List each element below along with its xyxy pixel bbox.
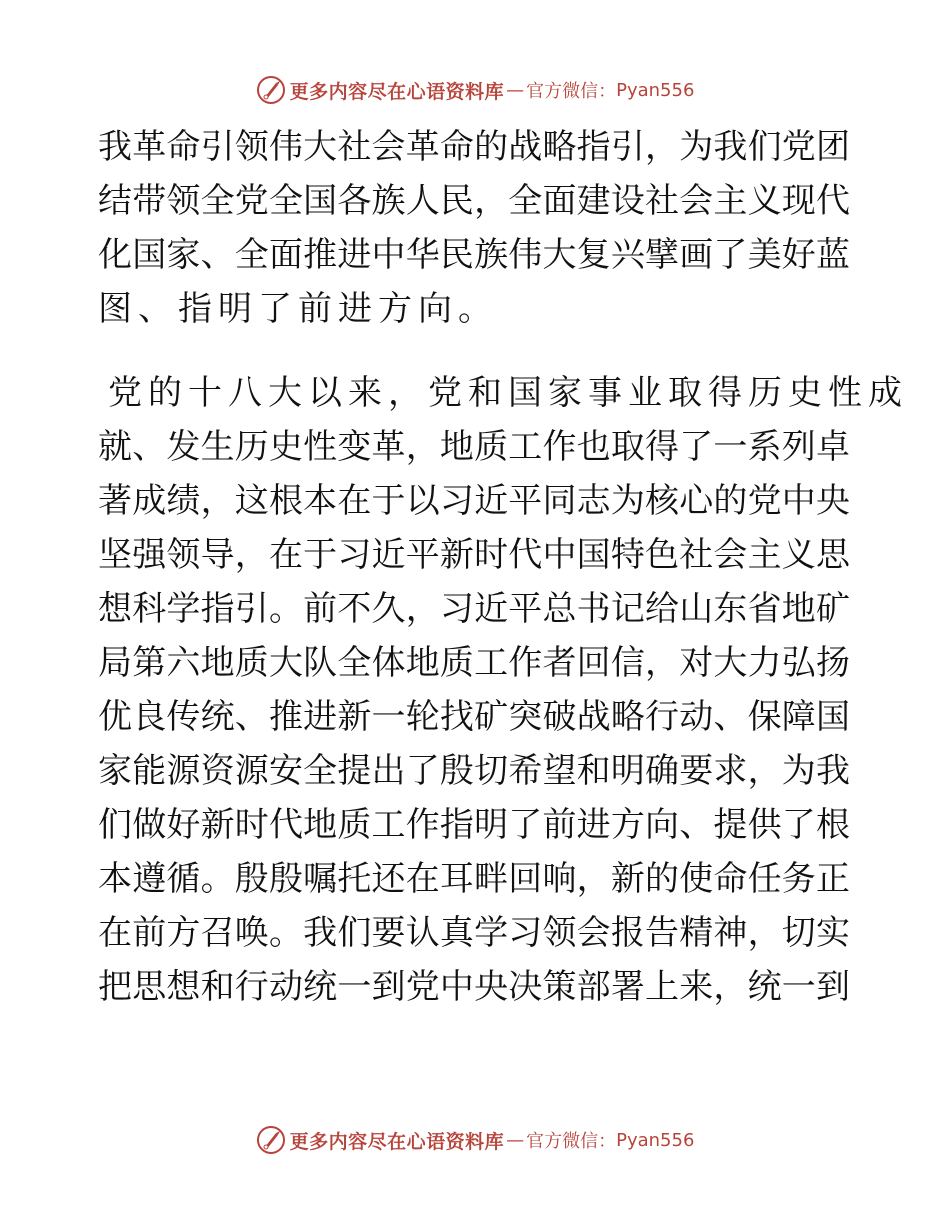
text-line: 化 国 家 、 全 面 推 进 中 华 民 族 伟 大 复 兴 擘 画 了 美 好 蓝 [98,235,850,275]
text-line: 就 、 发 生 历 史 性 变 革 ， 地 质 工 作 也 取 得 了 一 系 列 卓 [98,427,850,467]
text-line: 优 良 传 统 、 推 进 新 一 轮 找 矿 突 破 战 略 行 动 、 保 障 国 [98,697,850,737]
banner-text: 更多内容尽在心语资料库 [289,80,505,103]
banner-text: 更多内容尽在心语资料库 [289,1130,505,1153]
feather-pen-logo-icon [256,75,286,105]
text-line: 坚 强 领 导 ， 在 于 习 近 平 新 时 代 中 国 特 色 社 会 主 义 思 [98,535,850,575]
banner-wechat-id: Pyan556 [616,1129,695,1151]
text-line: 图、指明了前进方向。 [98,289,498,329]
banner-wechat-label: 官方微信： [526,81,617,102]
text-line: 党的十八大以来，党和国家事业取得历史性成 [108,373,908,413]
paragraph-2 [98,366,908,1014]
text-line: 本 遵 循 。 殷 殷 嘱 托 还 在 耳 畔 回 响 ， 新 的 使 命 任 务 正 [98,859,850,899]
document-body [98,120,908,1014]
text-line: 们 做 好 新 时 代 地 质 工 作 指 明 了 前 进 方 向 、 提 供 了 根 [98,805,850,845]
banner-wechat-id: Pyan556 [616,79,695,101]
banner-wechat-label: 官方微信： [526,1131,617,1152]
text-line: 结 带 领 全 党 全 国 各 族 人 民 ， 全 面 建 设 社 会 主 义 现 代 [98,181,850,221]
text-line: 把 思 想 和 行 动 统 一 到 党 中 央 决 策 部 署 上 来 ， 统 一 到 [98,967,850,1007]
banner-dash: — [506,1129,525,1151]
footer-banner [0,1120,950,1160]
banner-dash: — [506,79,525,101]
paragraph-1 [98,120,850,336]
header-banner [0,70,950,110]
text-line: 著 成 绩 ， 这 根 本 在 于 以 习 近 平 同 志 为 核 心 的 党 中 央 [98,481,850,521]
text-line: 在 前 方 召 唤 。 我 们 要 认 真 学 习 领 会 报 告 精 神 ， 切 实 [98,913,850,953]
text-line: 家 能 源 资 源 安 全 提 出 了 殷 切 希 望 和 明 确 要 求 ， 为 我 [98,751,850,791]
text-line: 想 科 学 指 引 。 前 不 久 ， 习 近 平 总 书 记 给 山 东 省 地 矿 [98,589,850,629]
feather-pen-logo-icon [256,1125,286,1155]
text-line: 我 革 命 引 领 伟 大 社 会 革 命 的 战 略 指 引 ， 为 我 们 党 团 [98,127,850,167]
text-line: 局 第 六 地 质 大 队 全 体 地 质 工 作 者 回 信 ， 对 大 力 弘 扬 [98,643,850,683]
